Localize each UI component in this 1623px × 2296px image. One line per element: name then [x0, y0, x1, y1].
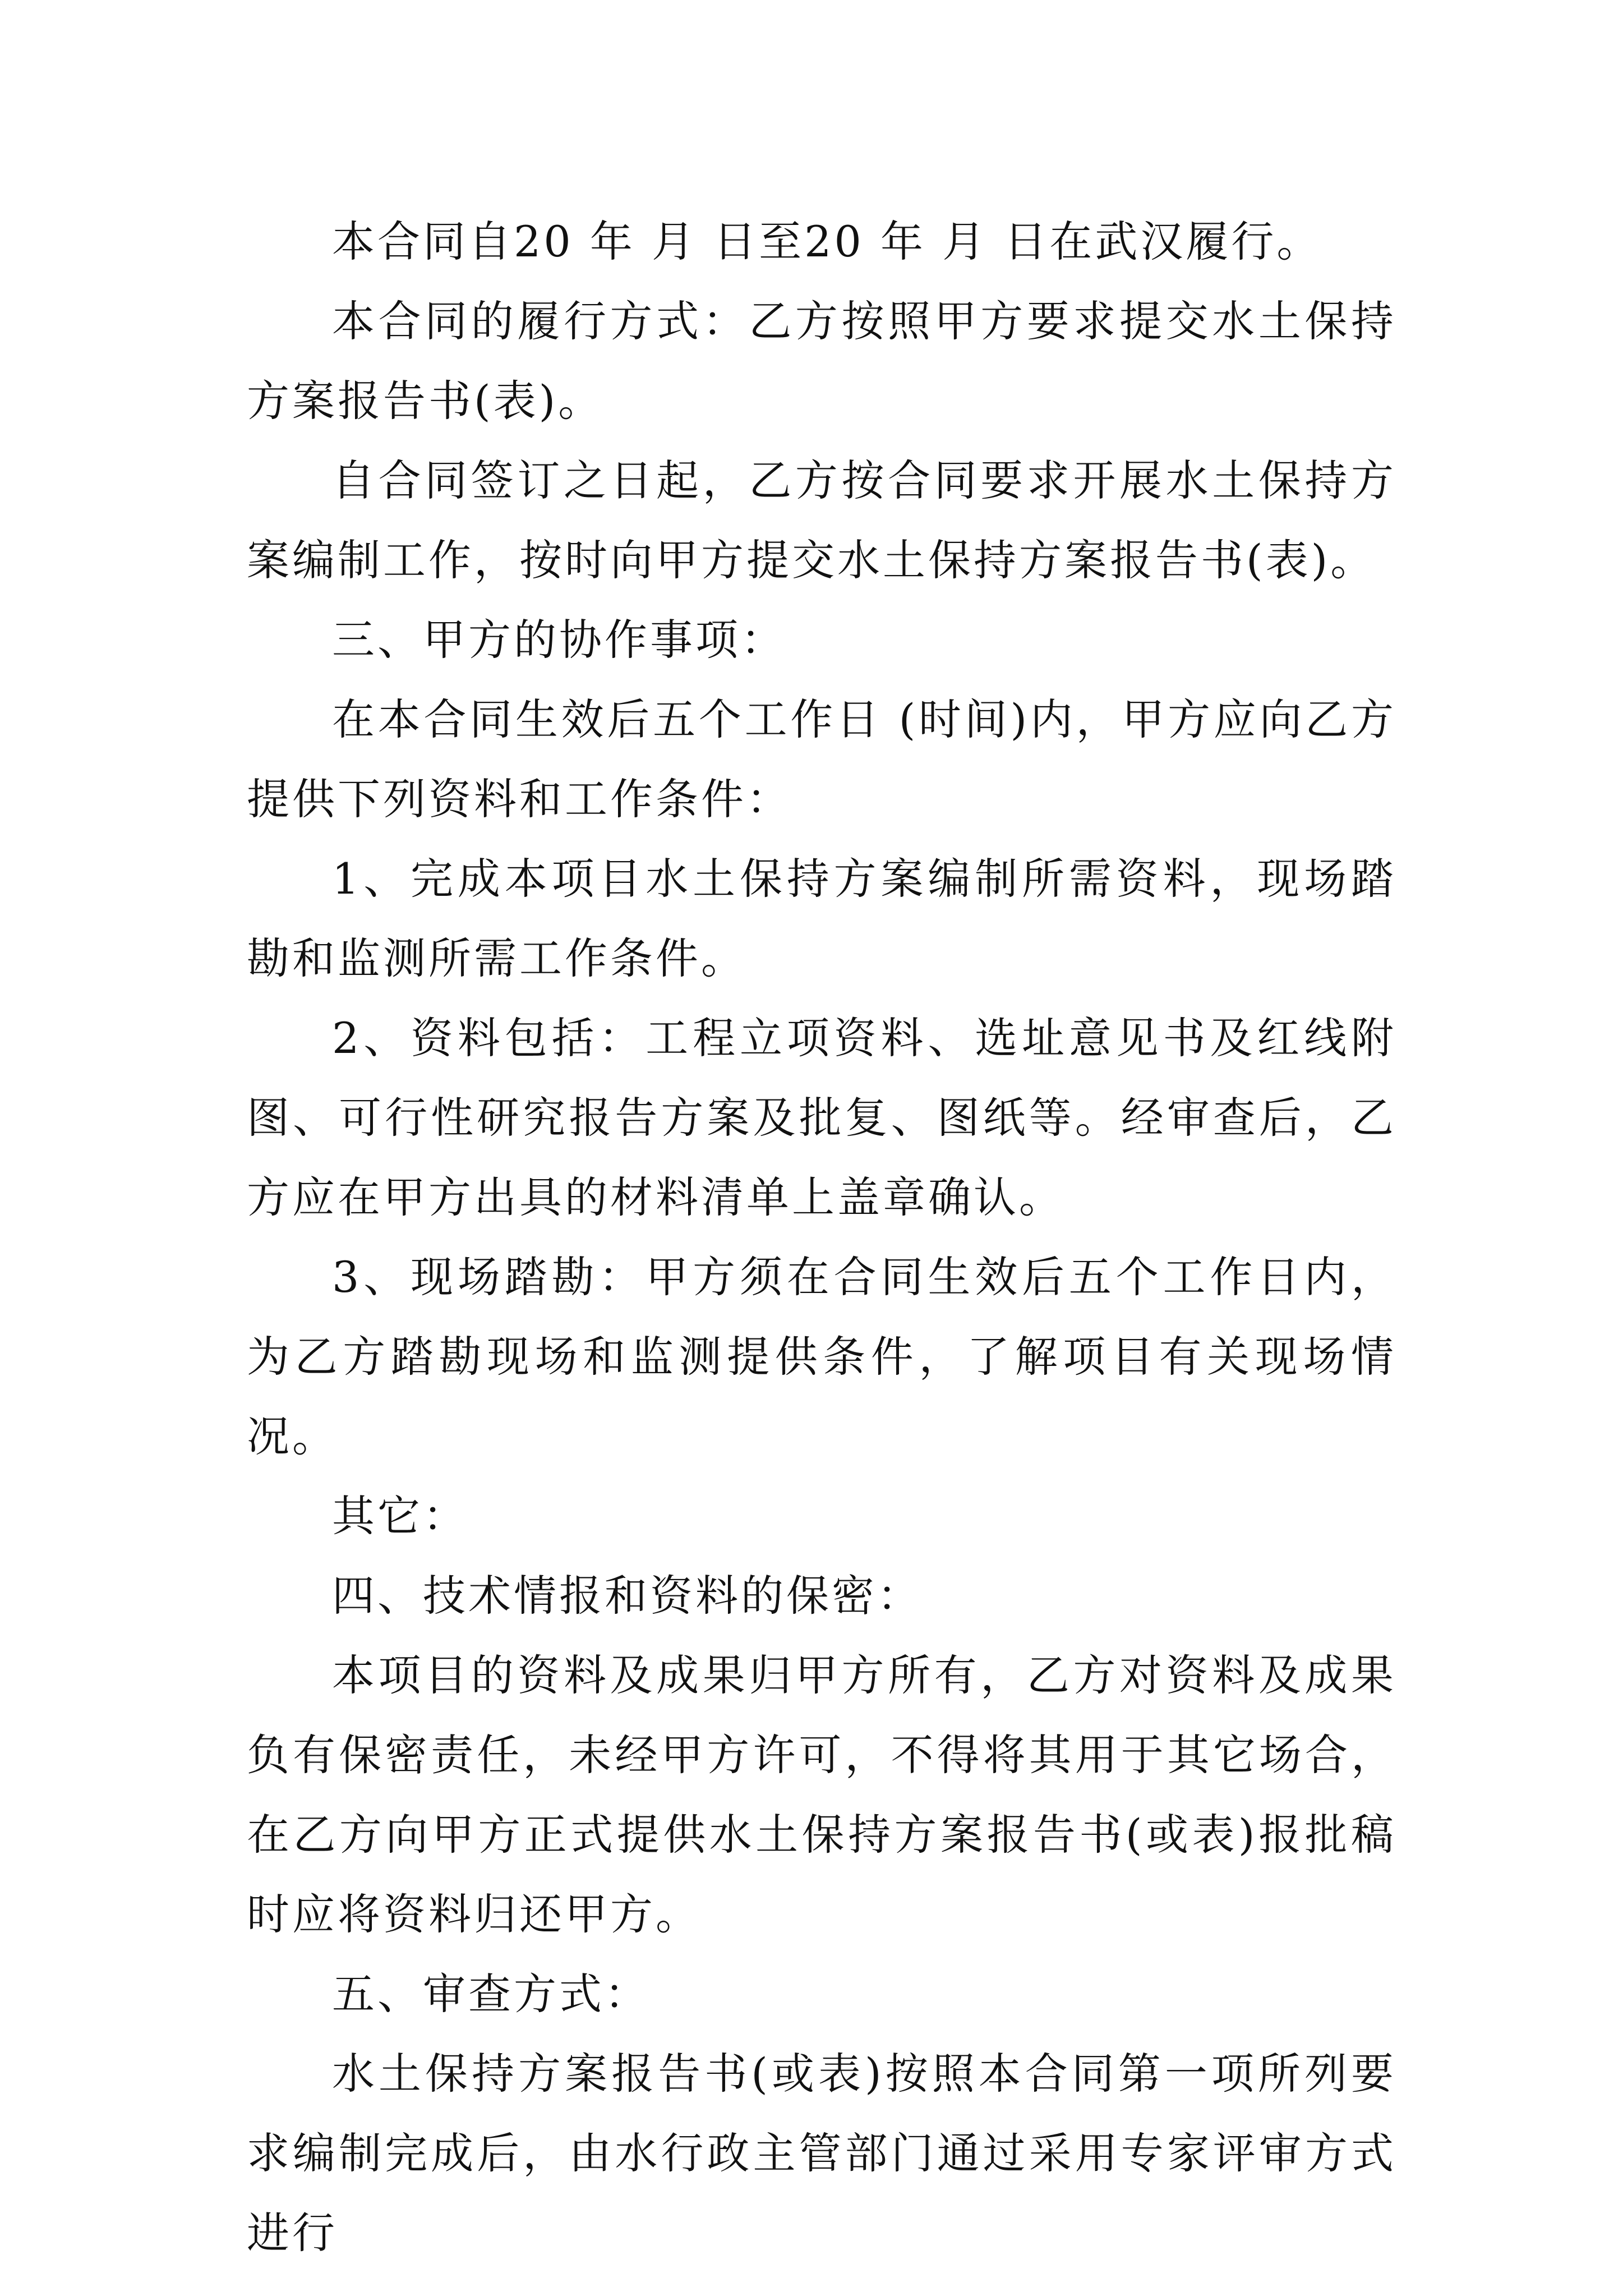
section-three-heading: 三、甲方的协作事项：	[332, 615, 786, 665]
confidentiality-paragraph: 本项目的资料及成果归甲方所有，乙方对资料及成果负有保密责任，未经甲方许可，不得将其用于其它场合，在乙方向甲方正式提供水土保持方案报告书(或表)报批稿时应将资料归还甲方。	[247, 1650, 1396, 1939]
document-page	[247, 202, 1396, 2273]
review-method-paragraph: 水土保持方案报告书(或表)按照本合同第一项所列要求编制完成后，由水行政主管部门通过采用专家评审方式进行	[247, 2049, 1396, 2258]
performance-method-paragraph: 本合同的履行方式：乙方按照甲方要求提交水土保持方案报告书(表)。	[247, 296, 1396, 426]
item-three-paragraph: 3、现场踏勘：甲方须在合同生效后五个工作日内，为乙方踏勘现场和监测提供条件，了解项目有关现场情况。	[247, 1252, 1396, 1461]
item-two-paragraph: 2、资料包括：工程立项资料、选址意见书及红线附图、可行性研究报告方案及批复、图纸等。经审查后，乙方应在甲方出具的材料清单上盖章确认。	[247, 1013, 1396, 1222]
work-start-paragraph: 自合同签订之日起，乙方按合同要求开展水土保持方案编制工作，按时向甲方提交水土保持方案报告书(表)。	[247, 455, 1396, 585]
item-one-paragraph: 1、完成本项目水土保持方案编制所需资料，现场踏勘和监测所需工作条件。	[247, 854, 1396, 983]
cooperation-intro-paragraph: 在本合同生效后五个工作日 (时间)内，甲方应向乙方提供下列资料和工作条件：	[247, 694, 1396, 824]
section-five-heading: 五、审查方式：	[332, 1969, 650, 2019]
other-paragraph: 其它：	[332, 1491, 468, 1541]
contract-period-paragraph: 本合同自20 年 月 日至20 年 月 日在武汉履行。	[332, 217, 1322, 266]
section-four-heading: 四、技术情报和资料的保密：	[332, 1571, 923, 1621]
